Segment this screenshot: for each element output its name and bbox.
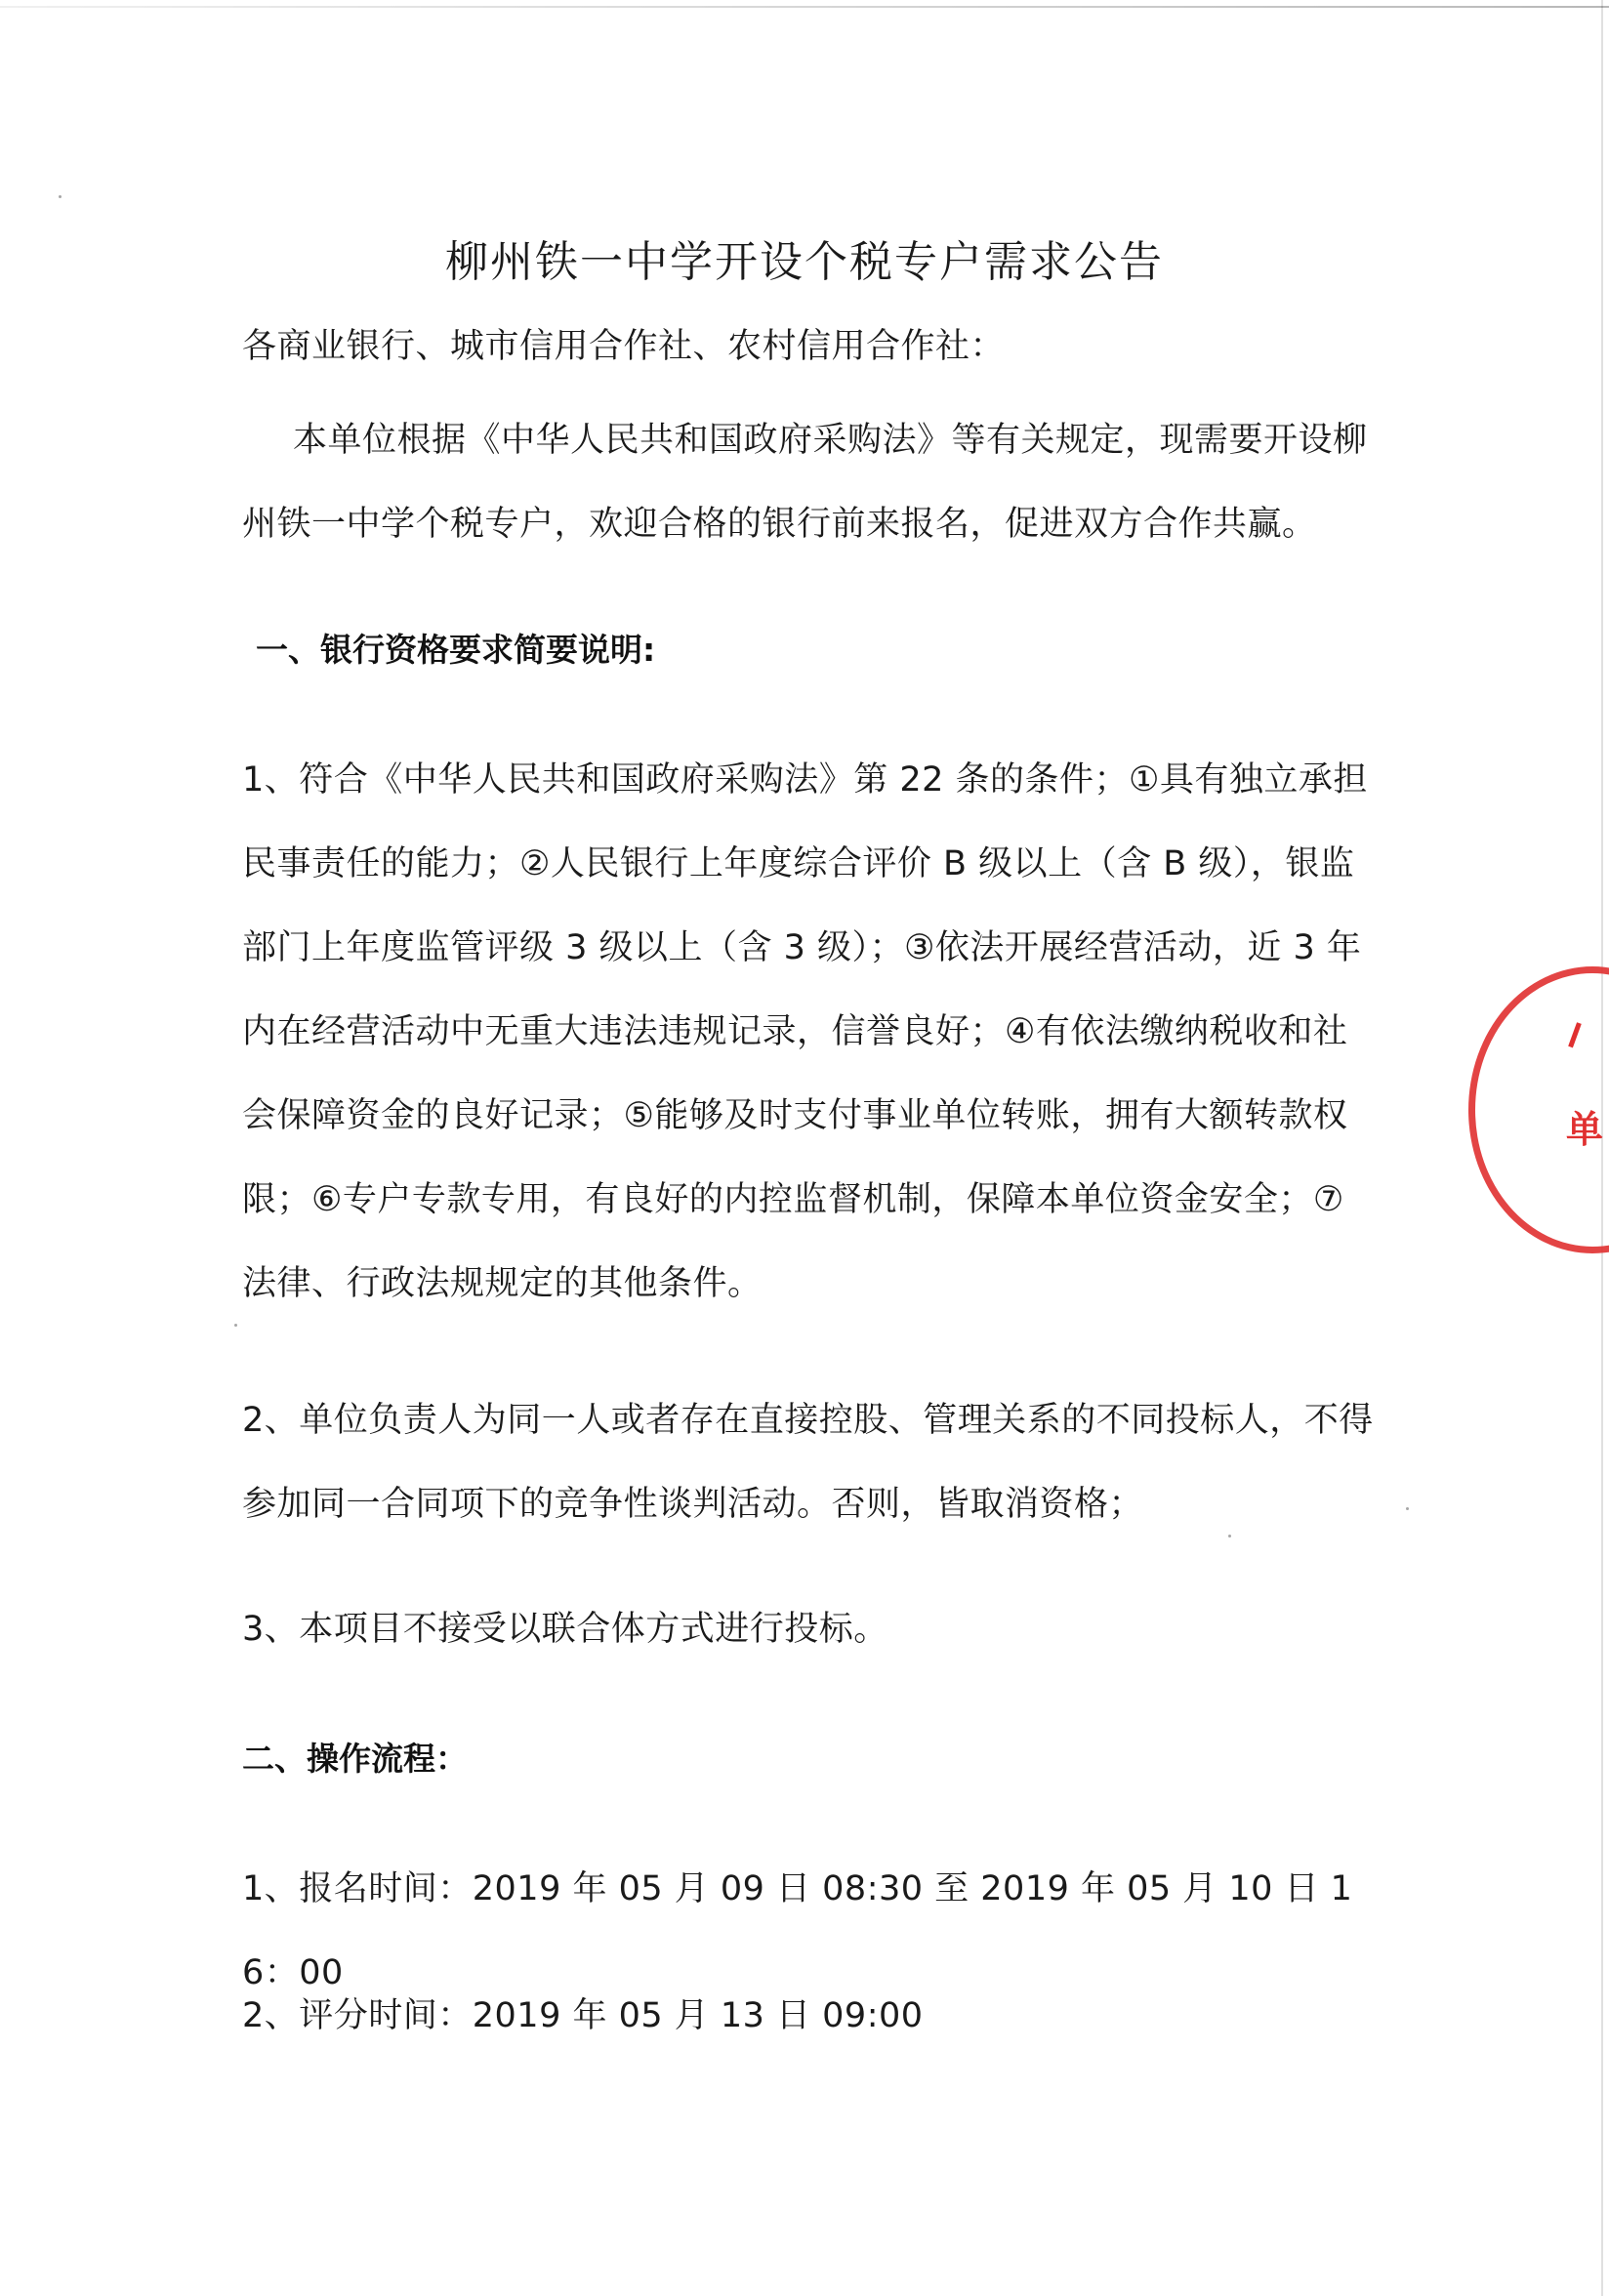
process-item-2: 2、评分时间：2019 年 05 月 13 日 09:00 [242, 1996, 924, 2035]
process-item-1: 1、报名时间：2019 年 05 月 09 日 08:30 至 2019 年 05 月 10 日 16：00 [242, 1869, 1353, 1992]
section2-heading: 二、操作流程： [242, 1740, 468, 1778]
scan-speck [59, 195, 62, 198]
scan-speck [1228, 1535, 1231, 1538]
requirement-item-1: 1、符合《中华人民共和国政府采购法》第 22 条的条件；①具有独立承担民事责任的能力；②人民银行上年度综合评价 B 级以上（含 B 级），银监部门上年度监管评级 3 级以上（含 3 级）；③依法开展经营活动，近 3 年内在经营活动中无重大违法违规记录，信誉良好；④有依法缴纳税收和社会保障资金的良好记录；⑤能够及时支付事业单位转账，拥有大额转款权限；⑥专户专款专用，有良好的内控监督机制，保障本单位资金安全；⑦法律、行政法规规定的其他条件。 [242, 760, 1368, 1303]
requirement-item-2: 2、单位负责人为同一人或者存在直接控股、管理关系的不同投标人，不得参加同一合同项下的竞争性谈判活动。否则，皆取消资格； [242, 1401, 1374, 1524]
official-seal-text: 单 [1566, 1108, 1604, 1151]
section1-heading: 一、银行资格要求简要说明: [256, 631, 656, 669]
requirement-item-3: 3、本项目不接受以联合体方式进行投标。 [242, 1610, 888, 1649]
scan-speck [1406, 1507, 1409, 1510]
scan-edge-top [0, 6, 1609, 8]
salutation: 各商业银行、城市信用合作社、农村信用合作社： [242, 327, 1006, 366]
document-title: 柳州铁一中学开设个税专户需求公告 [445, 237, 1164, 287]
scan-speck [234, 1324, 237, 1327]
intro-paragraph: 本单位根据《中华人民共和国政府采购法》等有关规定，现需要开设柳州铁一中学个税专户，欢迎合格的银行前来报名，促进双方合作共赢。 [242, 421, 1368, 544]
